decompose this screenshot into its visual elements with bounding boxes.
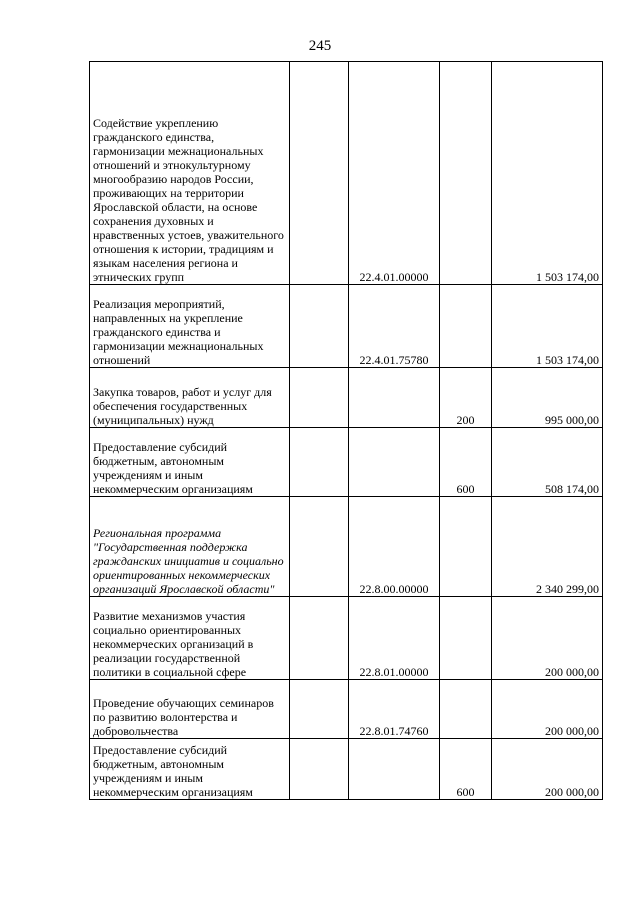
budget-table-body: [90, 62, 603, 800]
row-amount-cell: 508 174,00: [492, 428, 603, 497]
table-row: [90, 497, 603, 597]
row-blank-cell: [290, 680, 349, 739]
page-number: 245: [308, 38, 332, 54]
row-blank-cell: [290, 597, 349, 680]
row-name-cell: Реализация мероприятий, направленных на укрепление гражданского единства и гармонизации межнациональных отношений: [90, 285, 290, 368]
row-name-cell: Содействие укреплению гражданского единства, гармонизации межнациональных отношений и этнокультурному многообразию народов России, проживающих на территории Ярославской области, на основе сохранения духовных и нравственных устоев, уважительного отношения к истории, традициям и языкам населения региона и этнических групп: [90, 62, 290, 285]
row-blank-cell: [290, 428, 349, 497]
row-blank-cell: [290, 62, 349, 285]
row-code-cell: 22.4.01.75780: [349, 285, 440, 368]
row-amount-cell: 1 503 174,00: [492, 285, 603, 368]
row-type-cell: [440, 680, 492, 739]
row-type-cell: 200: [440, 368, 492, 428]
row-amount-cell: 2 340 299,00: [492, 497, 603, 597]
row-amount-cell: 200 000,00: [492, 739, 603, 800]
row-code-cell: [349, 739, 440, 800]
row-code-cell: 22.8.00.00000: [349, 497, 440, 597]
row-amount-cell: 200 000,00: [492, 680, 603, 739]
row-code-cell: 22.4.01.00000: [349, 62, 440, 285]
row-name-cell: Развитие механизмов участия социально ориентированных некоммерческих организаций в реализации государственной политики в социальной сфере: [90, 597, 290, 680]
row-amount-cell: 1 503 174,00: [492, 62, 603, 285]
table-row: [90, 428, 603, 497]
row-name-cell: Предоставление субсидий бюджетным, автономным учреждениям и иным некоммерческим организациям: [90, 428, 290, 497]
row-blank-cell: [290, 497, 349, 597]
row-type-cell: [440, 497, 492, 597]
row-type-cell: 600: [440, 739, 492, 800]
table-row: [90, 680, 603, 739]
row-type-cell: [440, 597, 492, 680]
row-code-cell: [349, 428, 440, 497]
row-amount-cell: 995 000,00: [492, 368, 603, 428]
row-type-cell: [440, 285, 492, 368]
row-amount-cell: 200 000,00: [492, 597, 603, 680]
row-code-cell: 22.8.01.74760: [349, 680, 440, 739]
row-code-cell: 22.8.01.00000: [349, 597, 440, 680]
table-row: [90, 597, 603, 680]
table-row: [90, 739, 603, 800]
row-blank-cell: [290, 739, 349, 800]
table-row: [90, 368, 603, 428]
row-blank-cell: [290, 368, 349, 428]
budget-table: [89, 61, 603, 800]
row-blank-cell: [290, 285, 349, 368]
row-name-cell: Региональная программа "Государственная поддержка гражданских инициатив и социально ориентированных некоммерческих организаций Ярославской области": [90, 497, 290, 597]
row-type-cell: 600: [440, 428, 492, 497]
row-name-cell: Проведение обучающих семинаров по развитию волонтерства и добровольчества: [90, 680, 290, 739]
row-name-cell: Предоставление субсидий бюджетным, автономным учреждениям и иным некоммерческим организациям: [90, 739, 290, 800]
row-name-cell: Закупка товаров, работ и услуг для обеспечения государственных (муниципальных) нужд: [90, 368, 290, 428]
row-type-cell: [440, 62, 492, 285]
table-row: [90, 62, 603, 285]
row-code-cell: [349, 368, 440, 428]
table-row: [90, 285, 603, 368]
